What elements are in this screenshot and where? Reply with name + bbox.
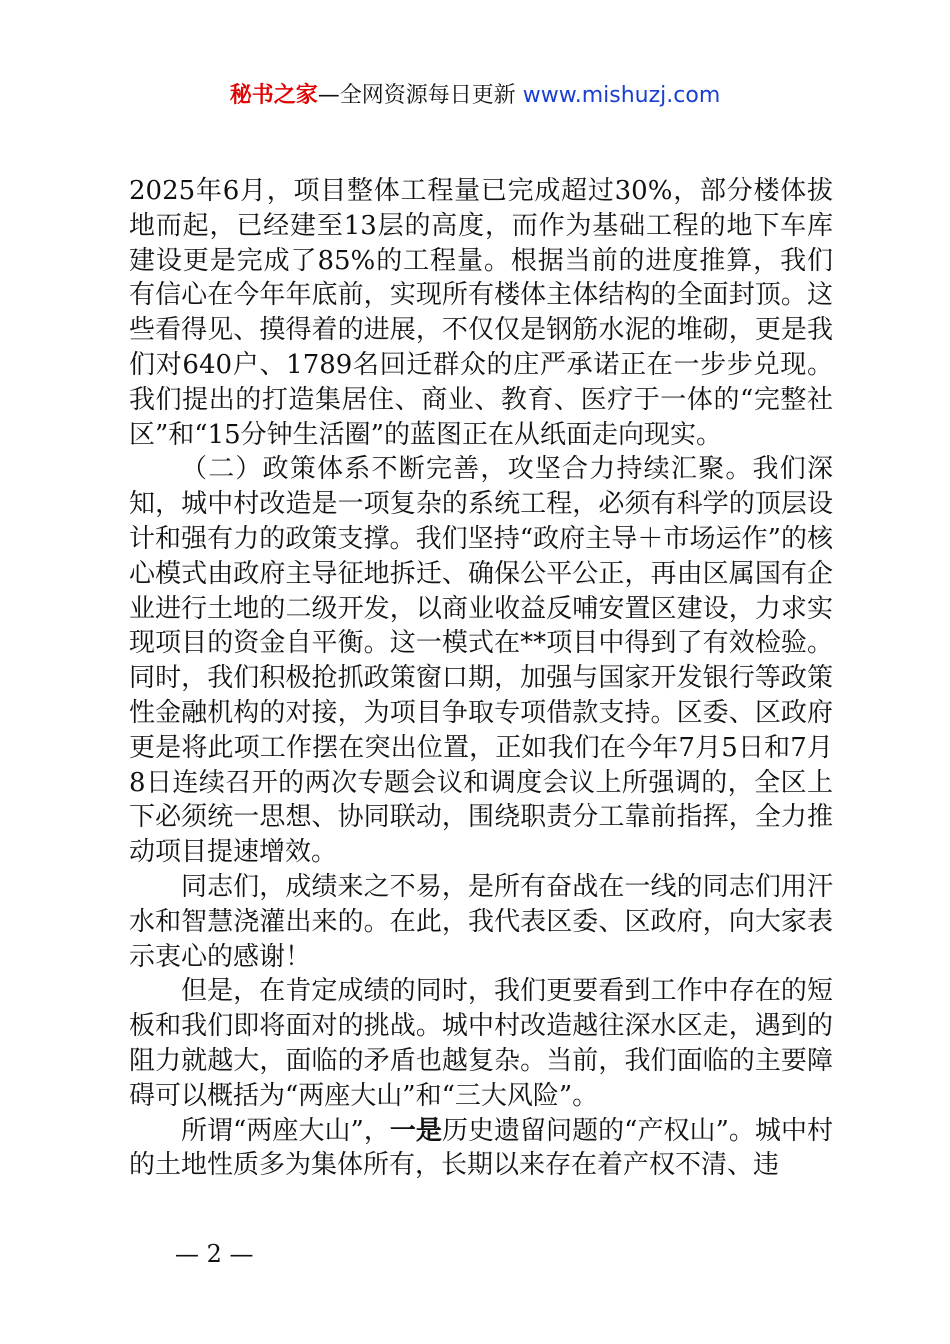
paragraph-rest-text: 历史遗留问题的“产权山”。城中村的土地性质多为集体所有，长期以来存在着产权不清、违 xyxy=(129,1115,833,1181)
paragraph-progress: 2025年6月，项目整体工程量已完成超过30%，部分楼体拔地而起，已经建至13层的高度，而作为基础工程的地下车库建设更是完成了85%的工程量。根据当前的进度推算，我们有信心在今年年底前，实现所有楼体主体结构的全面封顶。这些看得见、摸得着的进展，不仅仅是钢筋水泥的堆砌，更是我们对640户、1789名回迁群众的庄严承诺正在一步步兑现。我们提出的打造集居住、商业、教育、医疗于一体的“完整社区”和“15分钟生活圈”的蓝图正在从纸面走向现实。 xyxy=(129,176,833,450)
page-header xyxy=(0,80,950,112)
bold-ordinal: 一是 xyxy=(389,1115,442,1146)
header-tagline: —全网资源每日更新 xyxy=(317,83,523,108)
paragraph-two-mountains xyxy=(129,1114,833,1184)
brand-name: 秘书之家 xyxy=(229,83,318,108)
paragraph-lead-text: 所谓“两座大山”， xyxy=(181,1115,390,1146)
page-number: — 2 — xyxy=(175,1240,254,1268)
site-url-link[interactable]: www.mishuzj.com xyxy=(522,83,721,108)
document-body xyxy=(129,174,833,1183)
paragraph-challenges: 但是，在肯定成绩的同时，我们更要看到工作中存在的短板和我们即将面对的挑战。城中村改造越往深水区走，遇到的阻力就越大，面临的矛盾也越复杂。当前，我们面临的主要障碍可以概括为“两座大山”和“三大风险”。 xyxy=(129,976,833,1111)
paragraph-policy-system: （二）政策体系不断完善，攻坚合力持续汇聚。我们深知，城中村改造是一项复杂的系统工程，必须有科学的顶层设计和强有力的政策支撑。我们坚持“政府主导＋市场运作”的核心模式由政府主导征地拆迁、确保公平公正，再由区属国有企业进行土地的二级开发，以商业收益反哺安置区建设，力求实现项目的资金自平衡。这一模式在**项目中得到了有效检验。同时，我们积极抢抓政策窗口期，加强与国家开发银行等政策性金融机构的对接，为项目争取专项借款支持。区委、区政府更是将此项工作摆在突出位置，正如我们在今年7月5日和7月8日连续召开的两次专题会议和调度会议上所强调的，全区上下必须统一思想、协同联动，围绕职责分工靠前指挥，全力推动项目提速增效。 xyxy=(129,454,833,868)
paragraph-thanks: 同志们，成绩来之不易，是所有奋战在一线的同志们用汗水和智慧浇灌出来的。在此，我代表区委、区政府，向大家表示衷心的感谢！ xyxy=(129,871,833,972)
